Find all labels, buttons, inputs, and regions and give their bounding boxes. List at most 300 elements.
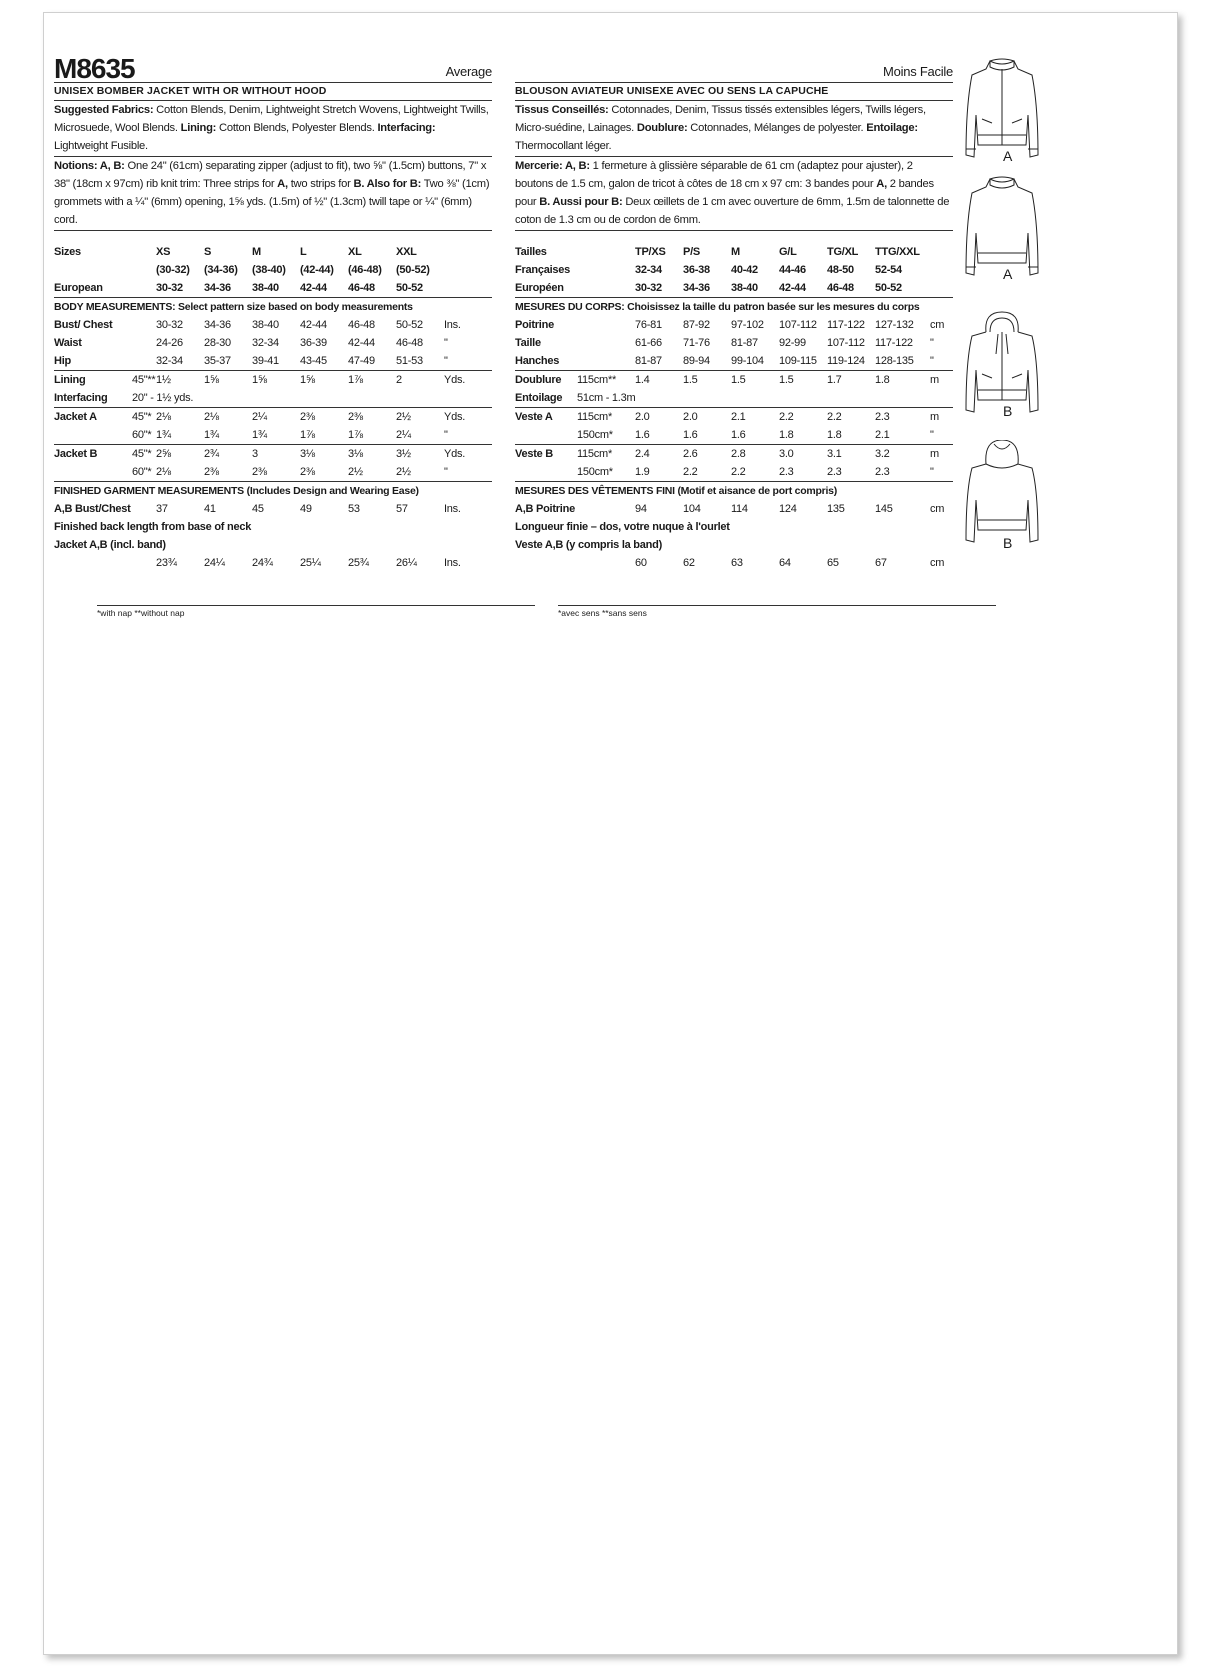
table-cell: TG/XL — [827, 246, 859, 258]
fabrics-paragraph-fr: Tissus Conseillés: Cotonnades, Denim, Tissus tissés extensibles légers, Twills légers, Micro-suédine, Lainages. Doublure: Cotonnades, Mélanges de polyester. Entoilage: Thermocollant léger. — [515, 101, 953, 157]
english-size-table — [54, 243, 492, 572]
pattern-title-fr: BLOUSON AVIATEUR UNISEXE AVEC OU SENS LA CAPUCHE — [515, 83, 953, 101]
table-row — [54, 554, 492, 572]
table-cell: " — [444, 337, 448, 349]
table-cell: 3½ — [396, 448, 411, 460]
english-header — [54, 52, 492, 83]
table-cell: Taille — [515, 337, 541, 349]
table-row — [54, 261, 492, 279]
table-cell: 2⅜ — [348, 411, 363, 423]
table-row — [515, 426, 953, 445]
difficulty-level-fr: Moins Facile — [883, 64, 953, 79]
table-cell: M — [252, 246, 261, 258]
table-cell: 37 — [156, 503, 168, 515]
table-cell: 2.1 — [731, 411, 746, 423]
table-cell: " — [930, 352, 953, 371]
table-cell: cm — [930, 557, 945, 569]
table-cell: 3.0 — [779, 448, 794, 460]
table-row — [515, 261, 953, 279]
table-row — [54, 316, 492, 334]
table-cell — [577, 243, 635, 261]
table-cell: 2⅛ — [204, 411, 219, 423]
table-cell — [577, 316, 635, 334]
french-size-table — [515, 243, 953, 572]
table-cell: 2¼ — [252, 411, 267, 423]
table-cell: 128-135 — [875, 352, 930, 371]
table-cell — [132, 352, 156, 371]
table-cell: 20" - 1½ yds. — [132, 389, 492, 408]
difficulty-level: Average — [445, 64, 492, 79]
table-cell: 30-32 — [635, 279, 683, 298]
table-cell: Ins. — [444, 503, 461, 515]
table-cell: 3 — [252, 448, 258, 460]
table-cell: Jacket B — [54, 448, 98, 460]
table-cell — [930, 261, 953, 279]
table-cell: Jacket A,B (incl. band) — [54, 539, 166, 551]
table-cell: 1.5 — [731, 374, 746, 386]
table-cell: 2.1 — [875, 426, 930, 445]
french-header — [515, 52, 953, 83]
table-cell: 2⅛ — [156, 411, 171, 423]
table-cell — [577, 334, 635, 352]
table-cell: (34-36) — [204, 264, 238, 276]
table-cell: 2.2 — [683, 463, 731, 482]
table-cell: 1¾ — [156, 426, 204, 445]
table-row — [515, 334, 953, 352]
table-cell: 2.0 — [683, 411, 698, 423]
table-cell: 40-42 — [731, 264, 758, 276]
table-cell: 32-34 — [252, 337, 279, 349]
table-cell: 1.5 — [779, 374, 794, 386]
table-cell: 25¾ — [348, 557, 369, 569]
table-cell: 32-34 — [156, 352, 204, 371]
table-cell: 2.3 — [875, 411, 890, 423]
table-row — [515, 279, 953, 298]
table-cell: 50-52 — [875, 279, 930, 298]
table-row — [54, 445, 492, 464]
table-cell: 38-40 — [252, 279, 300, 298]
table-cell: XS — [156, 246, 171, 258]
table-cell: m — [930, 448, 939, 460]
table-cell: 1.8 — [875, 374, 890, 386]
table-cell: FINISHED GARMENT MEASUREMENTS (Includes Design and Wearing Ease) — [54, 485, 419, 497]
table-cell: 60 — [635, 557, 647, 569]
view-label: B — [1003, 403, 1013, 419]
table-cell — [444, 243, 492, 261]
table-cell: 2.2 — [779, 411, 794, 423]
table-cell: 45"* — [132, 411, 152, 423]
table-row — [54, 279, 492, 298]
table-cell: 50-52 — [396, 319, 423, 331]
table-cell: 71-76 — [683, 337, 710, 349]
table-cell — [132, 261, 156, 279]
table-cell: 42-44 — [348, 337, 375, 349]
table-cell: 2⅜ — [300, 463, 348, 482]
table-cell: 42-44 — [779, 279, 827, 298]
table-row — [515, 536, 953, 554]
table-cell: cm — [930, 319, 945, 331]
table-cell: 3.2 — [875, 448, 890, 460]
table-cell: 46-48 — [827, 279, 875, 298]
table-cell: 60"* — [132, 426, 156, 445]
table-cell: 115cm** — [577, 374, 617, 386]
table-cell: Bust/ Chest — [54, 319, 113, 331]
table-row — [515, 298, 953, 317]
table-cell: TTG/XXL — [875, 246, 920, 258]
table-cell: Tailles — [515, 246, 547, 258]
table-cell: XXL — [396, 246, 417, 258]
table-cell: 3.1 — [827, 448, 842, 460]
table-row — [515, 500, 953, 518]
table-row — [54, 536, 492, 554]
table-cell: " — [444, 352, 492, 371]
table-cell — [930, 279, 953, 298]
table-cell: 51-53 — [396, 352, 444, 371]
table-cell: Veste B — [515, 448, 553, 460]
table-cell: 150cm* — [577, 463, 635, 482]
table-cell: 2.2 — [731, 463, 779, 482]
table-cell: 124 — [779, 503, 797, 515]
table-cell: 30-32 — [156, 279, 204, 298]
table-cell: 117-122 — [827, 319, 865, 331]
table-cell — [54, 554, 132, 572]
table-cell: Françaises — [515, 264, 570, 276]
table-cell: 2.2 — [827, 411, 842, 423]
table-cell: 97-102 — [731, 319, 764, 331]
table-cell: 42-44 — [300, 319, 327, 331]
table-cell: 81-87 — [635, 352, 683, 371]
table-row — [54, 408, 492, 427]
table-cell: 52-54 — [875, 264, 902, 276]
table-cell: " — [444, 426, 492, 445]
table-cell: G/L — [779, 246, 797, 258]
view-label: A — [1003, 266, 1013, 282]
table-cell: BODY MEASUREMENTS: Select pattern size based on body measurements — [54, 301, 413, 313]
table-cell: 28-30 — [204, 337, 231, 349]
table-cell: 24¼ — [204, 557, 225, 569]
footnote-fr: *avec sens **sans sens — [558, 605, 996, 618]
table-row — [515, 371, 953, 390]
table-cell: 2⅜ — [252, 463, 300, 482]
english-column — [54, 52, 492, 572]
table-cell: 2.6 — [683, 448, 698, 460]
table-cell: " — [444, 463, 492, 482]
table-cell: Ins. — [444, 557, 461, 569]
notions-paragraph-fr: Mercerie: A, B: 1 fermeture à glissière séparable de 61 cm (adaptez pour ajuster), 2 boutons de 1.5 cm, galon de tricot à côtes de 18 cm x 97 cm: 3 bandes pour A, 2 bandes pour B. Aussi pour B: Deux œillets de 1 cm avec ouverture de 6mm, 1.5m de talonnette de coton de 1.3 cm ou de cordon de 6mm. — [515, 157, 953, 231]
table-cell: 57 — [396, 503, 408, 515]
table-cell: A,B Bust/Chest — [54, 503, 131, 515]
table-cell — [577, 554, 635, 572]
table-cell: Yds. — [444, 374, 466, 386]
table-row — [515, 518, 953, 536]
table-cell: 2⅜ — [204, 463, 252, 482]
table-cell: 63 — [731, 557, 743, 569]
table-cell: 3⅛ — [300, 448, 315, 460]
table-cell: 34-36 — [683, 279, 731, 298]
table-row — [515, 389, 953, 408]
table-cell: Yds. — [444, 411, 466, 423]
hooded-jacket-front-icon — [962, 310, 1042, 418]
table-cell: P/S — [683, 246, 700, 258]
table-cell: 117-122 — [875, 337, 913, 349]
table-cell: " — [930, 463, 953, 482]
bomber-jacket-back-icon — [962, 173, 1042, 281]
table-cell: 50-52 — [396, 279, 444, 298]
table-cell: 135 — [827, 503, 845, 515]
table-cell: 2½ — [396, 463, 444, 482]
table-row — [54, 352, 492, 371]
table-cell: Poitrine — [515, 319, 554, 331]
table-cell: Finished back length from base of neck — [54, 521, 252, 533]
table-cell — [54, 426, 132, 445]
table-cell: 1⅝ — [300, 374, 315, 386]
table-cell: 45"** — [132, 374, 156, 386]
table-cell: 67 — [875, 557, 887, 569]
bomber-jacket-front-icon — [962, 55, 1042, 163]
table-row — [54, 371, 492, 390]
table-cell: 45"* — [132, 448, 152, 460]
table-cell — [515, 463, 577, 482]
table-cell: 81-87 — [731, 337, 758, 349]
table-cell: 119-124 — [827, 352, 875, 371]
table-cell: 107-112 — [779, 319, 817, 331]
table-cell: 38-40 — [731, 279, 779, 298]
table-cell — [444, 279, 492, 298]
view-label: A — [1003, 148, 1013, 164]
table-cell: 1⅞ — [300, 426, 348, 445]
table-cell: 115cm* — [577, 448, 612, 460]
table-cell: 114 — [731, 503, 748, 515]
table-cell: Ins. — [444, 319, 461, 331]
table-cell: (46-48) — [348, 264, 382, 276]
table-cell: 2⅛ — [156, 463, 204, 482]
table-cell: 3⅛ — [348, 448, 363, 460]
table-cell: S — [204, 246, 212, 258]
table-cell: XL — [348, 246, 362, 258]
table-cell: Doublure — [515, 374, 562, 386]
table-cell: Sizes — [54, 246, 81, 258]
table-cell: A,B Poitrine — [515, 503, 575, 515]
table-cell: Hanches — [515, 352, 577, 371]
table-cell: 62 — [683, 557, 695, 569]
table-cell: 2.8 — [731, 448, 746, 460]
table-cell: 46-48 — [348, 279, 396, 298]
pattern-title: UNISEX BOMBER JACKET WITH OR WITHOUT HOOD — [54, 83, 492, 101]
table-cell: 65 — [827, 557, 839, 569]
table-cell: 89-94 — [683, 352, 731, 371]
pattern-code: M8635 — [54, 53, 135, 84]
table-cell: M — [731, 246, 740, 258]
table-cell: 2⅝ — [156, 448, 171, 460]
table-cell: 109-115 — [779, 352, 827, 371]
table-cell: (38-40) — [252, 264, 286, 276]
table-cell: 35-37 — [204, 352, 252, 371]
table-cell: 2.3 — [827, 463, 875, 482]
table-cell: 92-99 — [779, 337, 806, 349]
table-cell: 127-132 — [875, 319, 914, 331]
table-cell: 150cm* — [577, 426, 635, 445]
table-row — [54, 426, 492, 445]
table-cell: 45 — [252, 503, 264, 515]
table-cell: Jacket A — [54, 411, 97, 423]
table-cell: 43-45 — [300, 352, 348, 371]
table-cell: 24¾ — [252, 557, 273, 569]
table-cell: 1.9 — [635, 463, 683, 482]
table-cell: 2 — [396, 374, 402, 386]
table-row — [515, 445, 953, 464]
table-row — [515, 316, 953, 334]
table-cell: 1.5 — [683, 374, 698, 386]
table-row — [515, 243, 953, 261]
table-cell: 1⅝ — [252, 374, 267, 386]
table-cell: (50-52) — [396, 264, 430, 276]
table-cell: 1¾ — [252, 426, 300, 445]
table-cell: 2.4 — [635, 448, 650, 460]
table-cell: Entoilage — [515, 389, 577, 408]
table-cell: 2¼ — [396, 426, 444, 445]
table-cell: 41 — [204, 503, 216, 515]
table-cell: Yds. — [444, 448, 466, 460]
table-cell — [132, 316, 156, 334]
table-cell: 99-104 — [731, 352, 779, 371]
table-cell: Européen — [515, 279, 577, 298]
table-cell: 104 — [683, 503, 701, 515]
table-cell: 1.6 — [635, 426, 683, 445]
table-row — [54, 500, 492, 518]
table-cell: Lining — [54, 374, 86, 386]
table-cell: 48-50 — [827, 264, 854, 276]
table-cell: 1⅞ — [348, 374, 363, 386]
table-cell: European — [54, 279, 132, 298]
table-cell: 46-48 — [348, 319, 375, 331]
table-cell: cm — [930, 503, 945, 515]
table-row — [54, 389, 492, 408]
table-cell: Interfacing — [54, 389, 132, 408]
table-row — [54, 334, 492, 352]
table-cell: 1⅞ — [348, 426, 396, 445]
table-cell: Waist — [54, 337, 82, 349]
table-cell: 34-36 — [204, 319, 231, 331]
table-cell — [444, 261, 492, 279]
table-cell: 1⅝ — [204, 374, 219, 386]
table-cell — [515, 426, 577, 445]
table-cell: 34-36 — [204, 279, 252, 298]
table-cell: (30-32) — [156, 264, 190, 276]
table-cell: 1.4 — [635, 374, 650, 386]
table-cell: 30-32 — [156, 319, 183, 331]
table-cell: MESURES DU CORPS: Choisissez la taille du patron basée sur les mesures du corps — [515, 301, 920, 313]
table-cell — [132, 334, 156, 352]
table-cell: 76-81 — [635, 319, 662, 331]
table-cell: m — [930, 374, 939, 386]
table-cell: 1.6 — [731, 426, 779, 445]
table-cell: 2½ — [396, 411, 411, 423]
table-cell: 2⅜ — [300, 411, 315, 423]
table-cell: Hip — [54, 352, 132, 371]
table-cell — [54, 463, 132, 482]
table-row — [54, 298, 492, 317]
table-row — [54, 482, 492, 501]
table-cell — [54, 261, 132, 279]
table-cell: 2.3 — [779, 463, 827, 482]
table-cell: 1½ — [156, 374, 171, 386]
notions-paragraph: Notions: A, B: One 24" (61cm) separating zipper (adjust to fit), two ⅝" (1.5cm) buttons, 7" x 38" (18cm x 97cm) rib knit trim: Three strips for A, two strips for B. Also for B: Two ⅜" (1cm) grommets with a ¼" (6mm) opening, 1⅝ yds. (1.5m) of ½" (1.3cm) twill tape or ¼" (6mm) cord. — [54, 157, 492, 231]
table-cell: 32-34 — [635, 264, 662, 276]
table-cell: 39-41 — [252, 352, 300, 371]
table-cell: 87-92 — [683, 319, 710, 331]
fabrics-paragraph: Suggested Fabrics: Cotton Blends, Denim, Lightweight Stretch Wovens, Lightweight Twills, Microsuede, Wool Blends. Lining: Cotton Blends, Polyester Blends. Interfacing: Lightweight Fusible. — [54, 101, 492, 157]
table-cell: 36-39 — [300, 337, 327, 349]
table-cell: Veste A — [515, 411, 553, 423]
table-cell: 60"* — [132, 463, 156, 482]
view-label: B — [1003, 535, 1013, 551]
table-cell — [132, 279, 156, 298]
table-cell: 115cm* — [577, 411, 612, 423]
table-cell: 64 — [779, 557, 791, 569]
table-cell: 94 — [635, 503, 647, 515]
table-cell: 2.3 — [875, 463, 930, 482]
table-row — [515, 352, 953, 371]
table-cell: 53 — [348, 503, 360, 515]
table-cell: " — [930, 337, 934, 349]
table-cell: 1.6 — [683, 426, 731, 445]
table-cell — [930, 243, 953, 261]
table-cell: 2½ — [348, 463, 396, 482]
table-cell: TP/XS — [635, 246, 666, 258]
table-cell: 1¾ — [204, 426, 252, 445]
table-cell — [515, 554, 577, 572]
table-cell: 42-44 — [300, 279, 348, 298]
table-cell: 1.7 — [827, 374, 842, 386]
table-cell: 61-66 — [635, 337, 662, 349]
table-cell — [132, 554, 156, 572]
table-cell — [577, 261, 635, 279]
table-cell: 47-49 — [348, 352, 396, 371]
french-column — [515, 52, 953, 572]
table-cell: 46-48 — [396, 337, 423, 349]
table-row — [54, 243, 492, 261]
table-cell: " — [930, 426, 953, 445]
table-row — [515, 554, 953, 572]
table-cell — [577, 279, 635, 298]
table-cell: 1.8 — [779, 426, 827, 445]
table-cell: 24-26 — [156, 337, 183, 349]
table-cell: m — [930, 411, 939, 423]
table-row — [515, 482, 953, 501]
table-cell: Veste A,B (y compris la band) — [515, 539, 662, 551]
table-row — [515, 408, 953, 427]
table-row — [54, 463, 492, 482]
table-cell: 25¼ — [300, 557, 321, 569]
table-row — [515, 463, 953, 482]
table-cell: 2.0 — [635, 411, 650, 423]
table-cell — [577, 352, 635, 371]
table-cell: 23¾ — [156, 557, 177, 569]
table-cell — [132, 243, 156, 261]
table-cell: 36-38 — [683, 264, 710, 276]
table-cell: (42-44) — [300, 264, 334, 276]
hooded-jacket-back-icon — [962, 440, 1042, 548]
table-cell: L — [300, 246, 307, 258]
table-cell: Longueur finie – dos, votre nuque à l'ourlet — [515, 521, 730, 533]
table-cell: 49 — [300, 503, 312, 515]
table-cell: 38-40 — [252, 319, 279, 331]
table-cell: 145 — [875, 503, 893, 515]
table-cell: 44-46 — [779, 264, 806, 276]
footnote: *with nap **without nap — [97, 605, 535, 618]
table-cell: 51cm - 1.3m — [577, 389, 953, 408]
table-cell: 1.8 — [827, 426, 875, 445]
